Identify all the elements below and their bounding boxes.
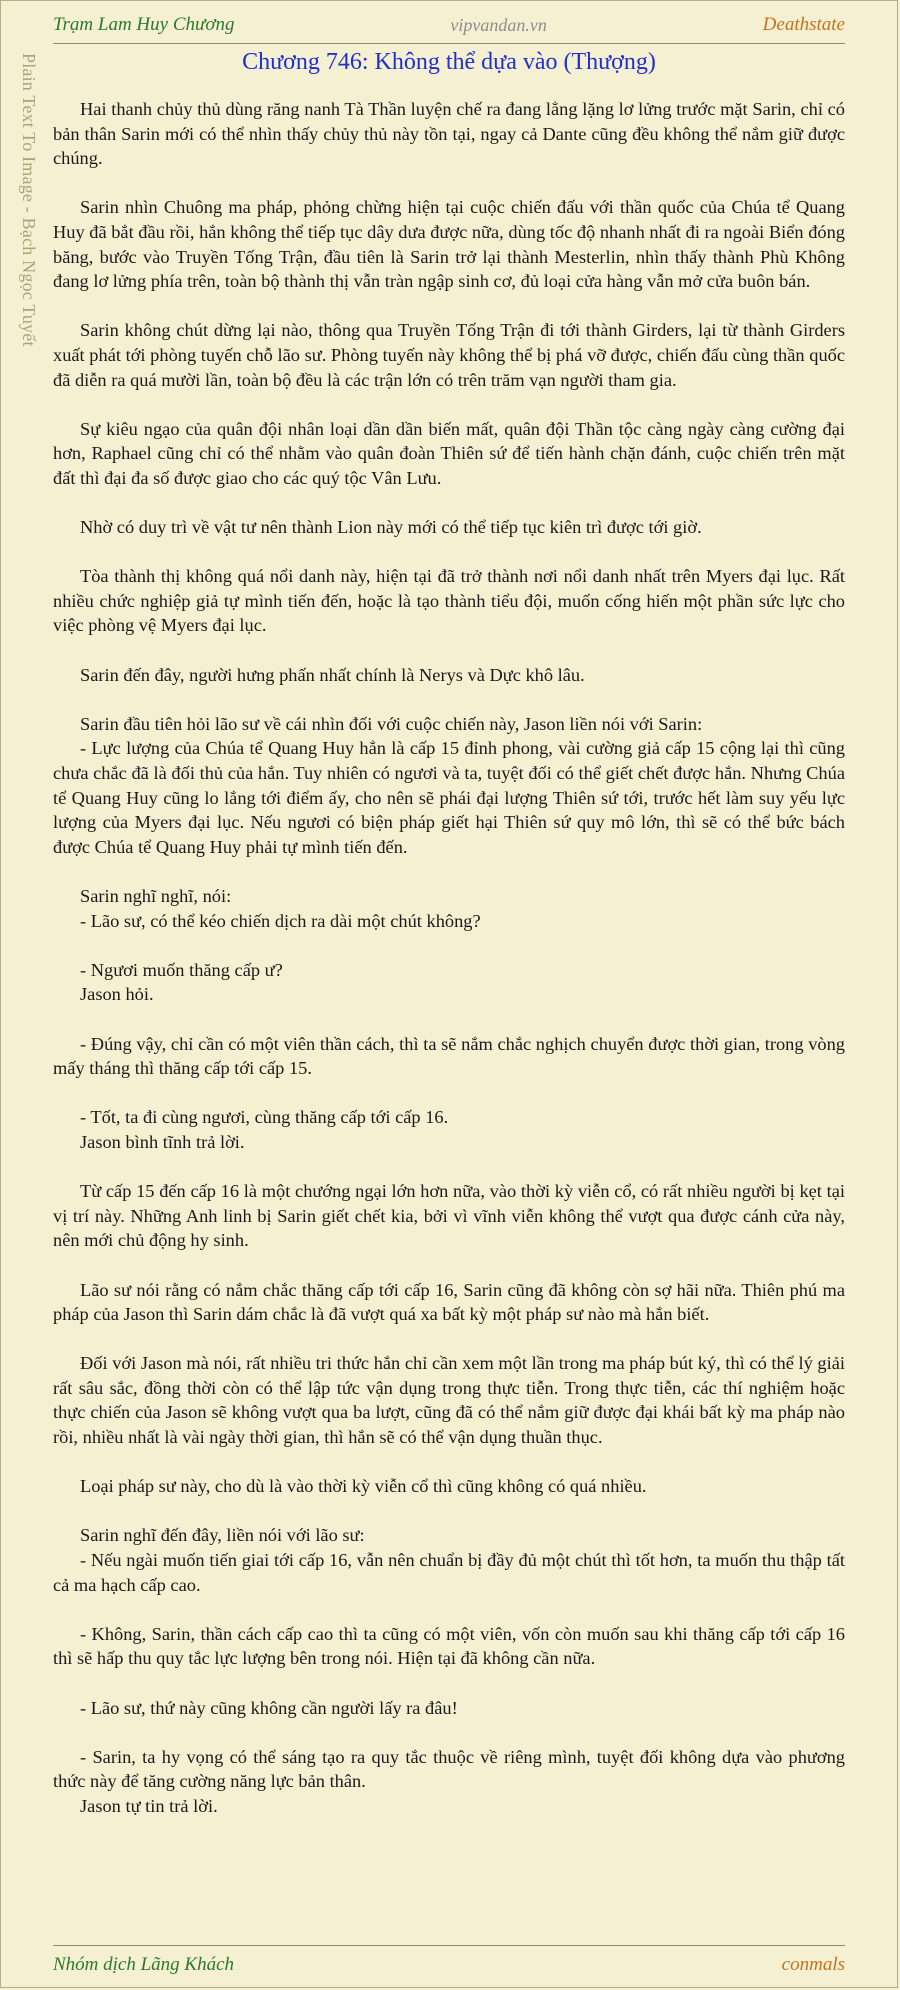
paragraph-block [53,564,845,638]
paragraph-block [53,958,845,1007]
paragraph-line: Sarin đến đây, người hưng phấn nhất chính là Nerys và Dực khô lâu. [80,664,585,685]
paragraph-line: - Lực lượng của Chúa tể Quang Huy hẳn là cấp 15 đỉnh phong, vài cường giả cấp 15 cộng lại thì cũng chưa chắc đã là đối thủ của hắn. Tuy nhiên có ngươi và ta, tuyệt đối có thể giết chết được hắn. Nhưng Chúa tể Quang Huy cũng lo lắng tới điểm ấy, cho nên sẽ phái đại lượng Thiên sứ tới, trước hết làm suy yếu lực lượng của Myers đại lục. Nếu ngươi có biện pháp giết hại Thiên sứ quy mô lớn, thì sẽ có thể bức bách được Chúa tể Quang Huy phải tự mình tiến đến. [53,738,845,857]
paragraph-block [53,663,845,688]
paragraph-line: - Tốt, ta đi cùng ngươi, cùng thăng cấp tới cấp 16. [80,1107,449,1128]
paragraph-block [53,712,845,860]
paragraph-block [53,1622,845,1671]
paragraph-block [53,417,845,491]
side-watermark: Plain Text To Image - Bạch Ngọc Tuyết [19,53,39,347]
footer-divider [53,1945,845,1946]
paragraph-block [53,1351,845,1449]
paragraph-line: - Nếu ngài muốn tiến giai tới cấp 16, vẫn nên chuẩn bị đầy đủ một chút thì tốt hơn, ta muốn thu thập tất cả ma hạch cấp cao. [53,1550,845,1595]
header-site-label: vipvandan.vn [450,14,547,35]
paragraph-line: - Lão sư, có thể kéo chiến dịch ra dài một chút không? [80,910,481,931]
header-uploader-label: Deathstate [762,14,845,35]
paragraph-line: Loại pháp sư này, cho dù là vào thời kỳ viễn cổ thì cũng không có quá nhiều. [80,1476,647,1497]
chapter-body [53,97,845,1843]
chapter-title: Chương 746: Không thể dựa vào (Thượng) [242,49,656,75]
paragraph-line: - Đúng vậy, chỉ cần có một viên thần cách, thì ta sẽ nắm chắc nghịch chuyển được thời gian, trong vòng mấy tháng thì thăng cấp tới cấp 15. [53,1033,845,1079]
paragraph-line: Sarin nghĩ nghĩ, nói: [80,886,232,906]
paragraph-line: Hai thanh chủy thủ dùng răng nanh Tà Thần luyện chế ra đang lẳng lặng lơ lửng trước mặt Sarin, chỉ có bản thân Sarin mới có thể nhìn thấy chủy thủ này tồn tại, ngay cả Dante cũng đều không thể nắm giữ được chúng. [53,99,845,169]
paragraph-line: Jason bình tĩnh trả lời. [80,1131,245,1152]
paragraph-block [53,1278,845,1327]
paragraph-block [53,515,845,540]
paragraph-line: Sarin nhìn Chuông ma pháp, phỏng chừng hiện tại cuộc chiến đấu với thần quốc của Chúa tể Quang Huy đã bắt đầu rồi, hắn không thể tiếp tục dây dưa được nữa, dùng tốc độ nhanh nhất đi ra ngoài Biển đóng băng, bước vào Truyền Tống Trận, đầu tiên là Sarin trở lại thành Mesterlin, nhìn thấy thành Phù Không đang lơ lửng phía trên, toàn bộ thành thị vẫn tràn ngập sinh cơ, đủ loại cửa hàng vẫn mở cửa buôn bán. [53,197,845,292]
paragraph-block [53,1745,845,1819]
paragraph-line: Sarin nghĩ đến đây, liền nói với lão sư: [80,1525,365,1546]
paragraph-block [53,97,845,171]
paragraph-line: - Sarin, ta hy vọng có thể sáng tạo ra quy tắc thuộc về riêng mình, tuyệt đối không dựa vào phương thức này để tăng cường năng lực bản thân. [53,1746,845,1792]
footer-group-label: Nhóm dịch Lãng Khách [53,1954,235,1975]
paragraph-line: - Ngươi muốn thăng cấp ư? [80,959,283,980]
header-translator-label: Trạm Lam Huy Chương [53,14,235,35]
paragraph-line: Tòa thành thị không quá nổi danh này, hiện tại đã trở thành nơi nổi danh nhất trên Myers đại lục. Rất nhiều chức nghiệp giả tự mình tiến đến, hoặc là tạo thành tiểu đội, muốn cống hiến một phần sức lực cho việc phòng vệ Myers đại lục. [53,566,845,636]
paragraph-line: Đối với Jason mà nói, rất nhiều tri thức hắn chỉ cần xem một lần trong ma pháp bút ký, thì có thể lý giải rất sâu sắc, đồng thời còn có thể lập tức vận dụng trong thực tiễn. Trong thực tiễn, các thí nghiệm hoặc thực chiến của Jason sẽ không vượt qua ba lượt, cũng đã có thể nắm giữ được đại khái bất kỳ ma pháp nào rồi, nhiều nhất là vài ngày thời gian, thì hắn sẽ có thể vận dụng thuần thục. [53,1353,845,1448]
paragraph-block [53,884,845,933]
paragraph-line: Sự kiêu ngạo của quân đội nhân loại dần dần biến mất, quân đội Thần tộc càng ngày càng cường đại hơn, Raphael cũng chỉ có thể nhằm vào quân đoàn Thiên sứ để tiến hành chặn đánh, cuộc chiến trên mặt đất thì đại đa số được giao cho các quý tộc Vân Lưu. [53,418,845,488]
paragraph-line: - Lão sư, thứ này cũng không cần người lấy ra đâu! [80,1697,458,1718]
paragraph-block [53,195,845,293]
paragraph-line: Sarin không chút dừng lại nào, thông qua Truyền Tống Trận đi tới thành Girders, lại từ thành Girders xuất phát tới phòng tuyến chỗ lão sư. Phòng tuyến này không thể bị phá vỡ được, chiến đấu cùng thần quốc đã diễn ra quá mười lần, toàn bộ đều là các trận lớn có trên trăm vạn người tham gia. [53,320,845,390]
paragraph-line: Nhờ có duy trì về vật tư nên thành Lion này mới có thể tiếp tục kiên trì được tới giờ. [80,517,702,538]
paragraph-line: Lão sư nói rằng có nắm chắc thăng cấp tới cấp 16, Sarin cũng đã không còn sợ hãi nữa. Thiên phú ma pháp của Jason thì Sarin dám chắc là đã vượt quá xa bất kỳ một pháp sư nào mà hắn biết. [53,1279,845,1325]
paragraph-block [53,1179,845,1253]
paragraph-block [53,318,845,392]
paragraph-block [53,1523,845,1597]
paragraph-block [53,1474,845,1499]
footer-author-label: conmals [781,1954,845,1975]
paragraph-block [53,1696,845,1721]
header [53,11,845,39]
paragraph-block [53,1105,845,1154]
paragraph-line: Sarin đầu tiên hỏi lão sư về cái nhìn đối với cuộc chiến này, Jason liền nói với Sarin: [80,713,703,734]
paragraph-line: Từ cấp 15 đến cấp 16 là một chướng ngại lớn hơn nữa, vào thời kỳ viễn cổ, có rất nhiều người bị kẹt tại vị trí này. Những Anh linh bị Sarin giết chết kia, bởi vì vĩnh viễn không thể vượt qua được cánh cửa này, nên mới chủ động hy sinh. [53,1181,845,1251]
paragraph-line: Jason tự tin trả lời. [80,1795,218,1816]
paragraph-line: - Không, Sarin, thần cách cấp cao thì ta cũng có một viên, vốn còn muốn sau khi thăng cấp tới cấp 16 thì sẽ hấp thu quy tắc lực lượng bên trong nói. Hiện tại đã không cần nữa. [53,1623,845,1669]
paragraph-block [53,1032,845,1081]
header-divider [53,43,845,44]
footer [53,1951,845,1979]
paragraph-line: Jason hỏi. [80,984,154,1005]
